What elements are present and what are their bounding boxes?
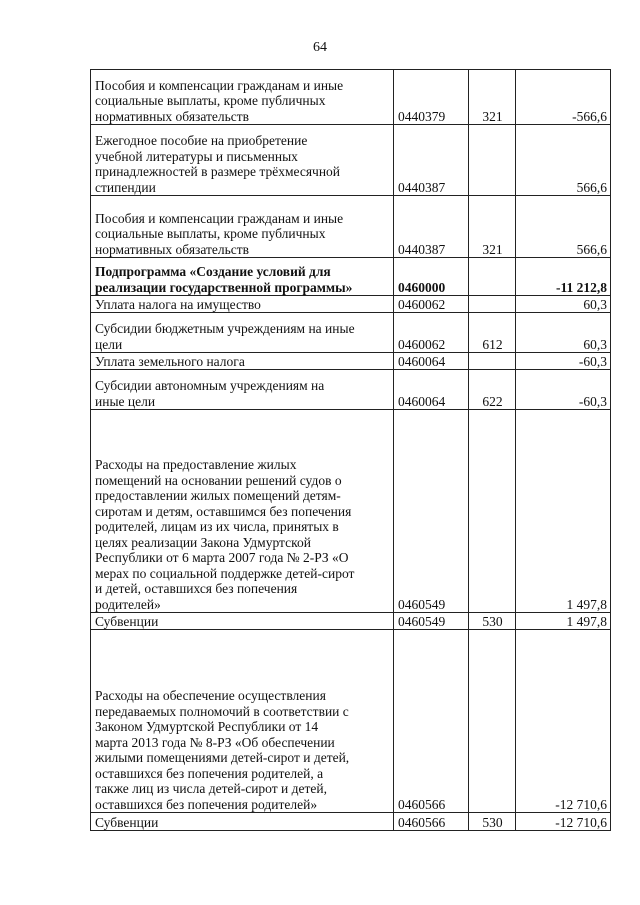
row-amount: -60,3 [516, 353, 611, 370]
row-type: 622 [469, 370, 516, 410]
row-type [469, 410, 516, 613]
table-row [91, 70, 611, 125]
row-code: 0440379 [394, 70, 469, 125]
table-row [91, 353, 611, 370]
row-type: 530 [469, 813, 516, 831]
row-code: 0460062 [394, 313, 469, 353]
row-code: 0460566 [394, 813, 469, 831]
budget-table [90, 69, 611, 831]
row-amount: 60,3 [516, 296, 611, 313]
row-code: 0460566 [394, 630, 469, 813]
row-type [469, 353, 516, 370]
table-row [91, 630, 611, 813]
table-row [91, 258, 611, 296]
row-code: 0460064 [394, 353, 469, 370]
row-name: Пособия и компенсации гражданам и иные социальные выплаты, кроме публичных нормативных обязательств [91, 196, 394, 258]
row-name: Субвенции [91, 613, 394, 630]
row-name: Уплата земельного налога [91, 353, 394, 370]
row-amount: -11 212,8 [516, 258, 611, 296]
row-name: Ежегодное пособие на приобретение учебной литературы и письменных принадлежностей в размере трёхмесячной стипендии [91, 125, 394, 196]
row-type [469, 630, 516, 813]
row-code: 0460000 [394, 258, 469, 296]
row-name: Субсидии автономным учреждениям на иные цели [91, 370, 394, 410]
table-row [91, 370, 611, 410]
row-amount: 566,6 [516, 125, 611, 196]
row-amount: -60,3 [516, 370, 611, 410]
row-code: 0460064 [394, 370, 469, 410]
table-row [91, 613, 611, 630]
row-type [469, 258, 516, 296]
row-code: 0440387 [394, 196, 469, 258]
table-row [91, 196, 611, 258]
table-row [91, 125, 611, 196]
row-amount: -566,6 [516, 70, 611, 125]
row-amount: -12 710,6 [516, 630, 611, 813]
row-type: 530 [469, 613, 516, 630]
row-code: 0460549 [394, 613, 469, 630]
row-code: 0440387 [394, 125, 469, 196]
row-name: Субвенции [91, 813, 394, 831]
table-row [91, 313, 611, 353]
row-amount: 1 497,8 [516, 613, 611, 630]
row-name: Подпрограмма «Создание условий для реализации государственной программы» [91, 258, 394, 296]
row-amount: 1 497,8 [516, 410, 611, 613]
row-name: Уплата налога на имущество [91, 296, 394, 313]
row-code: 0460062 [394, 296, 469, 313]
row-type [469, 125, 516, 196]
row-name: Пособия и компенсации гражданам и иные социальные выплаты, кроме публичных нормативных обязательств [91, 70, 394, 125]
row-type: 321 [469, 70, 516, 125]
row-type: 321 [469, 196, 516, 258]
table-row [91, 813, 611, 831]
row-type: 612 [469, 313, 516, 353]
row-name: Расходы на предоставление жилых помещений на основании решений судов о предоставлении жилых помещений детям- сиротам и детям, оставшимся без попечения родителей, лицам из их числа, принятых в целях реализации Закона Удмуртской Республики от 6 марта 2007 года № 2-РЗ «О мерах по социальной поддержке детей-сирот и детей, оставшихся без попечения родителей» [91, 410, 394, 613]
row-type [469, 296, 516, 313]
page-number: 64 [313, 40, 327, 55]
table-row [91, 296, 611, 313]
row-amount: -12 710,6 [516, 813, 611, 831]
table-row [91, 410, 611, 613]
row-amount: 60,3 [516, 313, 611, 353]
row-code: 0460549 [394, 410, 469, 613]
row-name: Субсидии бюджетным учреждениям на иные цели [91, 313, 394, 353]
row-amount: 566,6 [516, 196, 611, 258]
row-name: Расходы на обеспечение осуществления передаваемых полномочий в соответствии с Законом Удмуртской Республики от 14 марта 2013 года № 8-РЗ «Об обеспечении жилыми помещениями детей-сирот и детей, оставшихся без попечения родителей, а также лиц из числа детей-сирот и детей, оставшихся без попечения родителей» [91, 630, 394, 813]
